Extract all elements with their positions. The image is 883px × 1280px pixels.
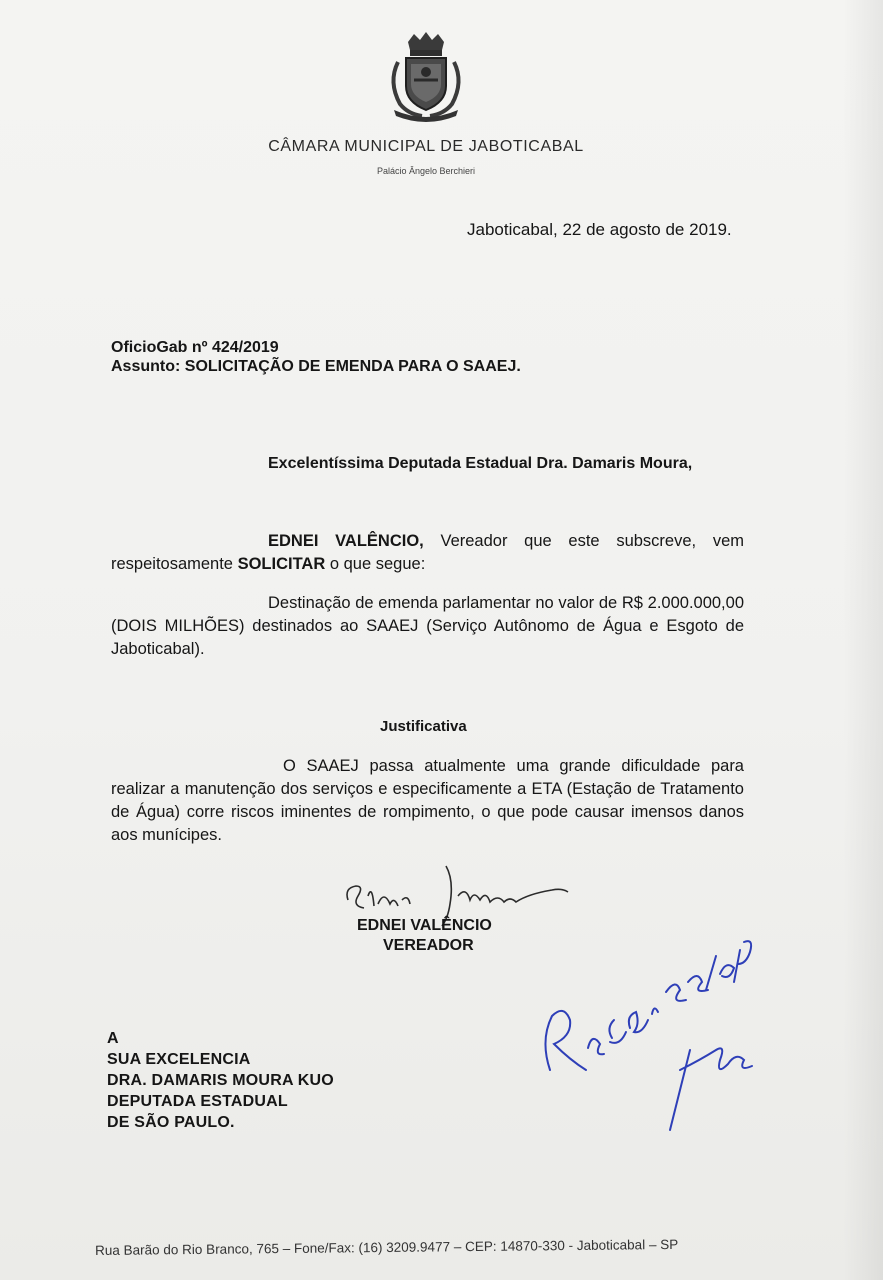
salutation: Excelentíssima Deputada Estadual Dra. Damaris Moura, xyxy=(268,455,693,472)
recipient-line: SUA EXCELENCIA xyxy=(107,1051,251,1068)
building-name: Palácio Ângelo Berchieri xyxy=(376,166,476,176)
recipient-line: DEPUTADA ESTADUAL xyxy=(107,1093,288,1110)
justification-paragraph: O SAAEJ passa atualmente uma grande dificuldade para realizar a manutenção dos serviços e especificamente a ETA (Estação de Tratamento de Água) corre riscos iminentes de rompimento, o que pode causar imensos danos aos munícipes. xyxy=(111,757,744,844)
intro-name: EDNEI VALÊNCIO, xyxy=(268,532,424,550)
letter-subject: Assunto: SOLICITAÇÃO DE EMENDA PARA O SAAEJ. xyxy=(111,358,521,375)
receipt-handwriting-icon xyxy=(530,920,760,1150)
recipient-line: A xyxy=(107,1030,119,1047)
footer-address: Rua Barão do Rio Branco, 765 – Fone/Fax: (16) 3209.9477 – CEP: 14870-330 - Jaboticabal – SP xyxy=(95,1236,679,1258)
intro-text-2: o que segue: xyxy=(325,555,426,573)
intro-paragraph xyxy=(111,530,744,576)
recipient-line: DRA. DAMARIS MOURA KUO xyxy=(107,1072,334,1089)
signer-name: EDNEI VALÊNCIO xyxy=(357,917,492,934)
signer-role: VEREADOR xyxy=(383,937,474,954)
justification-title: Justificativa xyxy=(380,718,467,735)
recipient-address xyxy=(107,1028,334,1133)
recipient-line: DE SÃO PAULO. xyxy=(107,1114,235,1131)
office-reference: OficioGab nº 424/2019 xyxy=(111,339,279,356)
page-shadow xyxy=(843,0,883,1280)
intro-request: SOLICITAR xyxy=(237,555,326,573)
institution-name: CÂMARA MUNICIPAL DE JABOTICABAL xyxy=(268,138,584,155)
letter-date: Jaboticabal, 22 de agosto de 2019. xyxy=(467,220,732,239)
request-paragraph: Destinação de emenda parlamentar no valor de R$ 2.000.000,00 (DOIS MILHÕES) destinados ao SAAEJ (Serviço Autônomo de Água e Esgoto de Jaboticabal). xyxy=(111,594,744,658)
coat-of-arms-icon xyxy=(378,28,474,124)
intro-text-1: Vereador que este subscreve, vem respeitosamente xyxy=(111,532,744,573)
